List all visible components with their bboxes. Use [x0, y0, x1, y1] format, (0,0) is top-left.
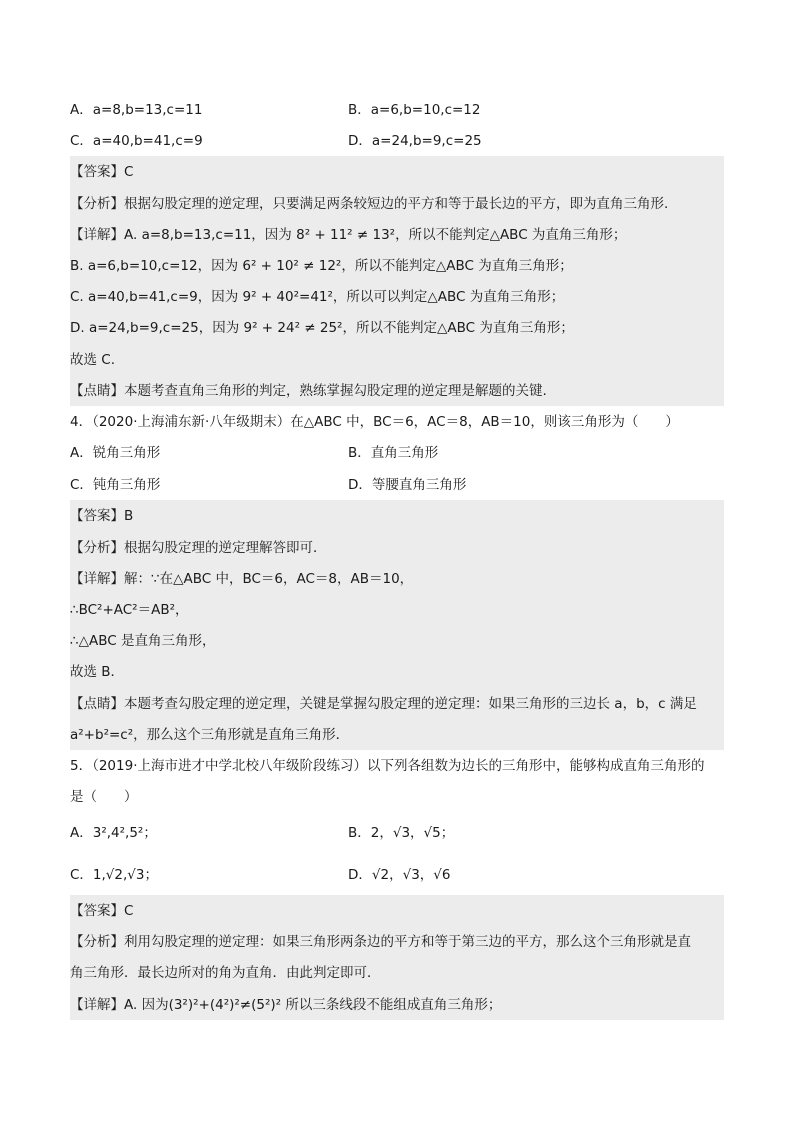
q5-analysis-line1: 【分析】利用勾股定理的逆定理：如果三角形两条边的平方和等于第三边的平方，那么这个三角形就是直 [70, 934, 691, 950]
q5-option-b: B．2，√3，√5； [348, 825, 455, 841]
q5-option-c: C．1,√2,√3； [70, 867, 158, 883]
q4-detail-2: ∴BC²+AC²＝AB²， [70, 602, 189, 618]
q5-detail: 【详解】A. 因为(3²)²+(4²)²≠(5²)² 所以三条线段不能组成直角三角形； [70, 997, 502, 1013]
q3-detail-d: D. a=24,b=9,c=25，因为 9² + 24² ≠ 25²，所以不能判定△ABC 为直角三角形； [70, 320, 574, 336]
q3-option-c: C．a=40,b=41,c=9 [70, 133, 203, 149]
q3-detail-a: 【详解】A. a=8,b=13,c=11，因为 8² + 11² ≠ 13²，所以不能判定△ABC 为直角三角形； [70, 227, 627, 243]
q3-analysis: 【分析】根据勾股定理的逆定理，只要满足两条较短边的平方和等于最长边的平方，即为直角三角形. [70, 196, 669, 212]
q3-answer: 【答案】C [70, 164, 134, 180]
q4-comment-line2: a²+b²=c²，那么这个三角形就是直角三角形． [70, 727, 350, 743]
q4-answer: 【答案】B [70, 508, 134, 524]
q3-detail-b: B. a=6,b=10,c=12，因为 6² + 10² ≠ 12²，所以不能判定△ABC 为直角三角形； [70, 258, 573, 274]
q4-option-d: D．等腰直角三角形 [348, 477, 467, 493]
q4-comment-line1: 【点睛】本题考查勾股定理的逆定理，关键是掌握勾股定理的逆定理：如果三角形的三边长 a，b，c 满足 [70, 696, 697, 712]
q5-answer: 【答案】C [70, 903, 134, 919]
q4-stem: 4．（2020·上海浦东新·八年级期末）在△ABC 中，BC＝6，AC＝8，AB＝10，则该三角形为（ ） [70, 414, 679, 430]
q4-detail-3: ∴△ABC 是直角三角形， [70, 633, 216, 649]
q3-comment: 【点睛】本题考查直角三角形的判定，熟练掌握勾股定理的逆定理是解题的关键. [70, 383, 547, 399]
q5-stem-line1: 5．（2019·上海市进才中学北校八年级阶段练习）以下列各组数为边长的三角形中，能够构成直角三角形的 [70, 758, 705, 774]
q3-option-a: A．a=8,b=13,c=11 [70, 102, 203, 118]
q5-analysis-line2: 角三角形．最长边所对的角为直角．由此判定即可． [70, 965, 381, 981]
q5-option-d: D．√2，√3，√6 [348, 867, 451, 883]
q3-option-b: B．a=6,b=10,c=12 [348, 102, 481, 118]
q3-conclusion: 故选 C. [70, 352, 116, 368]
q4-detail-1: 【详解】解：∵在△ABC 中，BC＝6，AC＝8，AB＝10， [70, 571, 414, 587]
q3-option-d: D．a=24,b=9,c=25 [348, 133, 482, 149]
q5-option-a: A．3²,4²,5²； [70, 825, 157, 841]
q4-analysis: 【分析】根据勾股定理的逆定理解答即可． [70, 540, 327, 556]
q5-stem-line2: 是（ ） [70, 789, 138, 805]
q3-detail-c: C. a=40,b=41,c=9，因为 9² + 40²=41²，所以可以判定△ABC 为直角三角形； [70, 289, 565, 305]
q4-option-a: A．锐角三角形 [70, 445, 161, 461]
q4-option-c: C．钝角三角形 [70, 477, 161, 493]
q4-conclusion: 故选 B． [70, 664, 125, 680]
q4-option-b: B．直角三角形 [348, 445, 439, 461]
